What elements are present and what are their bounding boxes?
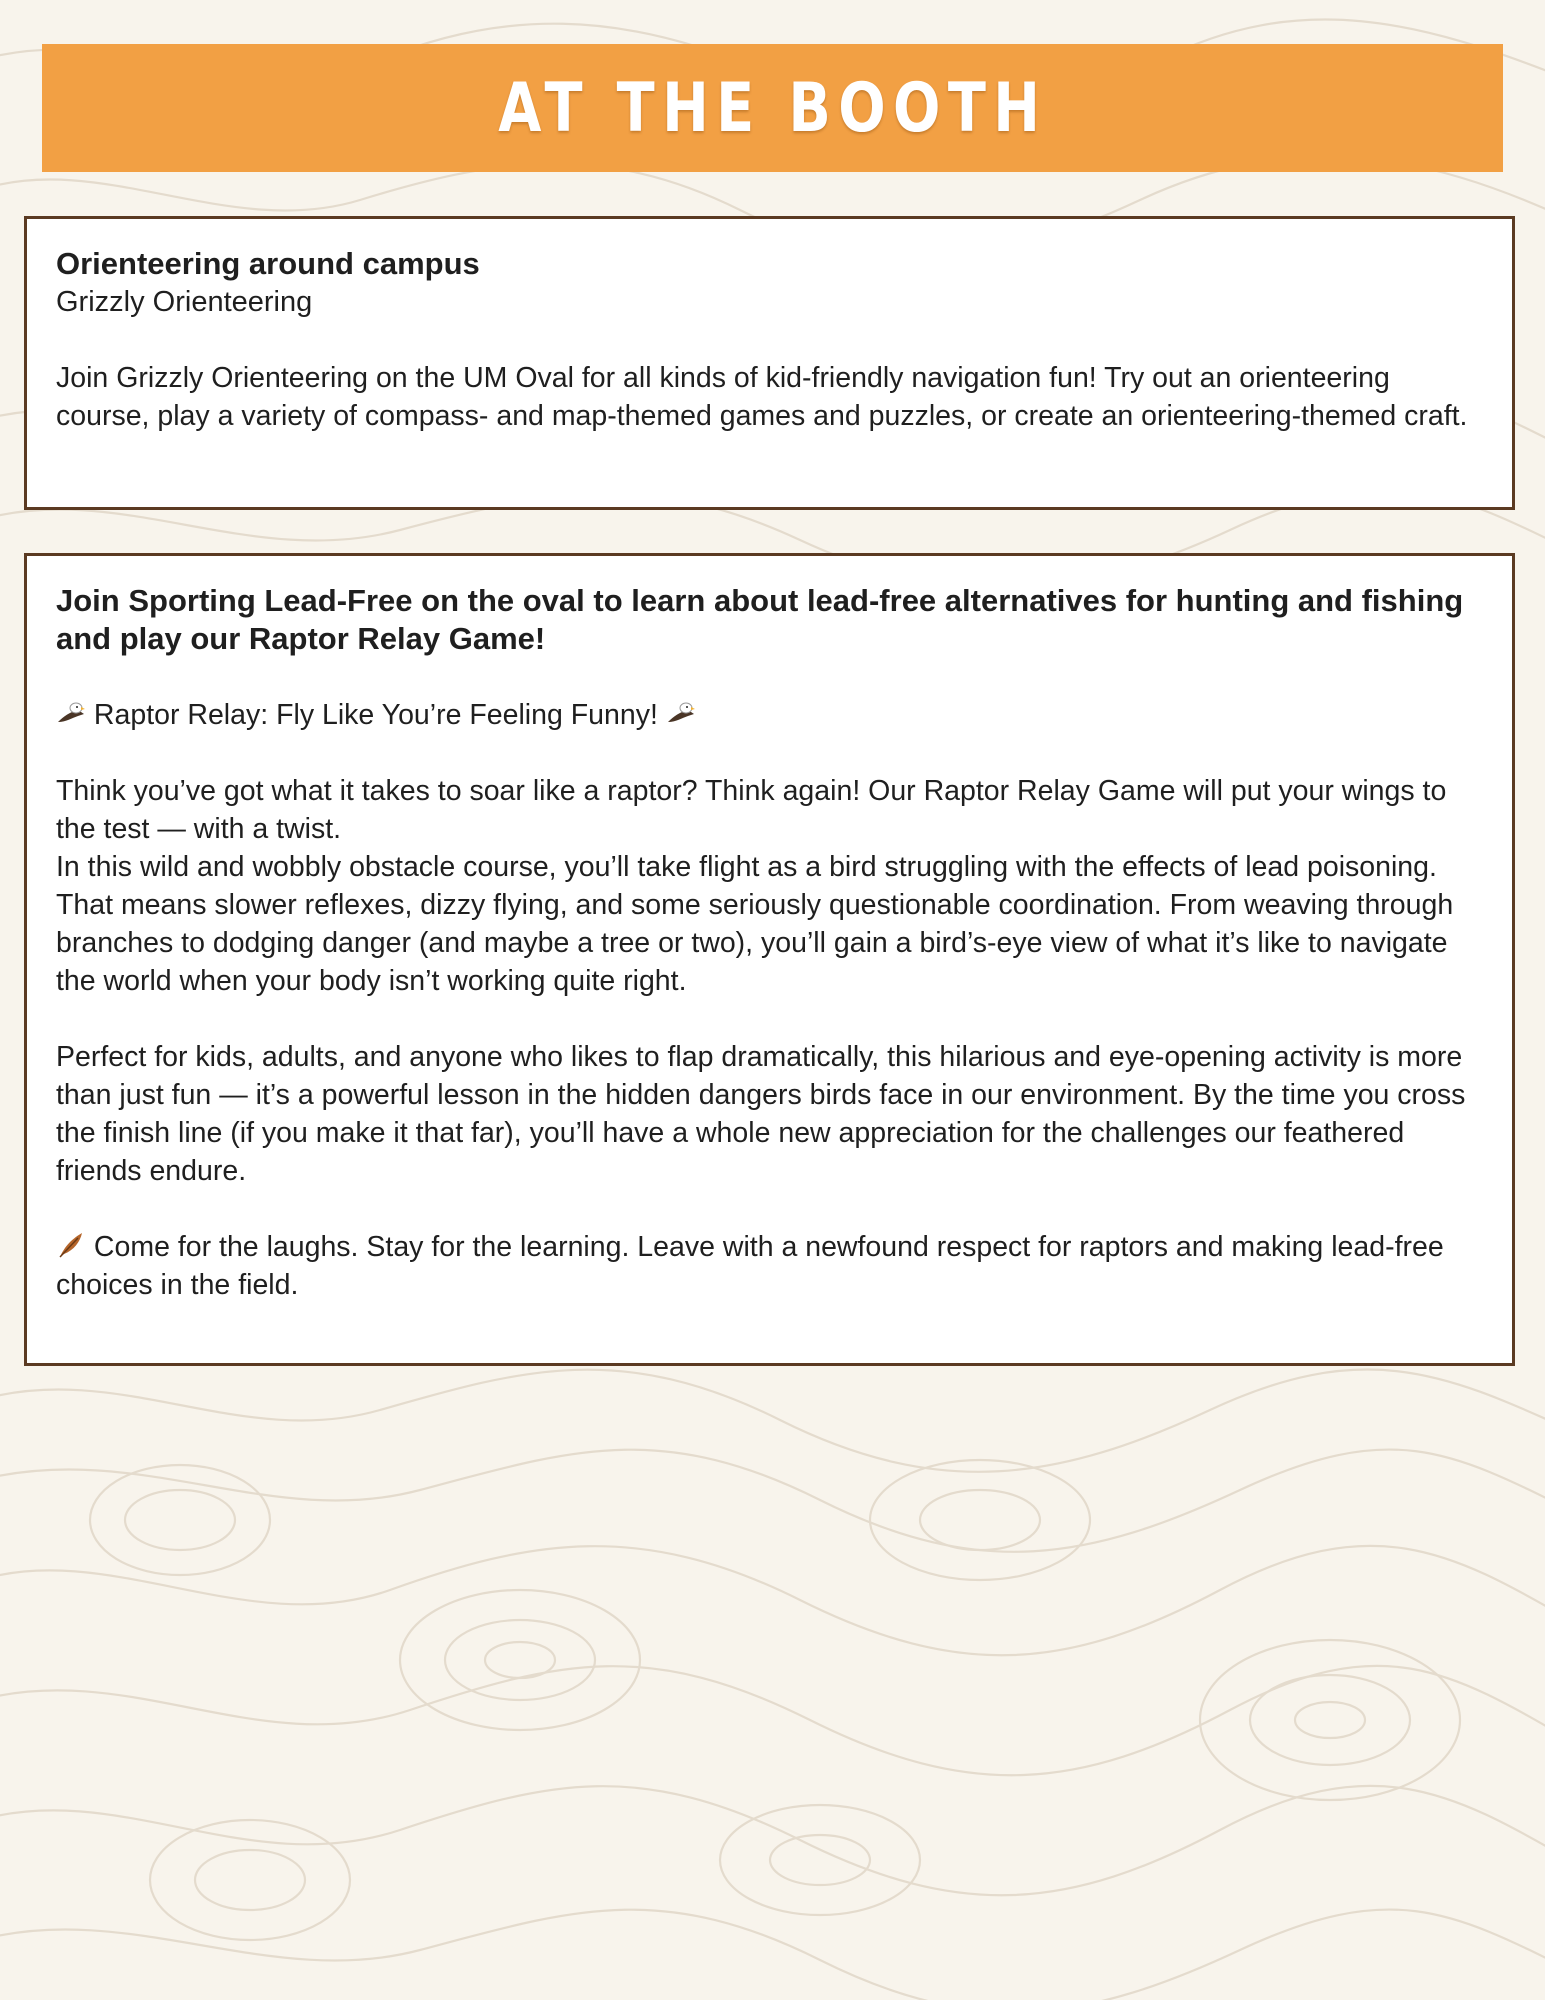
card-title: Orienteering around campus xyxy=(56,246,480,281)
tagline-line xyxy=(56,696,1483,734)
event-card-sporting-lead-free xyxy=(24,553,1515,1366)
paragraph-obstacle-course: In this wild and wobbly obstacle course, you’ll take flight as a bird struggling with the effects of lead poisoning. That means slower reflexes, dizzy flying, and some seriously questionable coordination. From weaving through branches to dodging danger (and maybe a tree or two), you’ll gain a bird’s-eye view of what it’s like to navigate the world when your body isn’t working quite right. xyxy=(56,851,1454,997)
closing-text: Come for the laughs. Stay for the learning. Leave with a newfound respect for raptors and making lead-free choices in the field. xyxy=(56,1231,1444,1301)
tagline-text: Raptor Relay: Fly Like You’re Feeling Funny! xyxy=(86,699,666,731)
feather-icon xyxy=(56,1230,86,1260)
eagle-icon xyxy=(56,698,86,728)
paragraph-audience: Perfect for kids, adults, and anyone who likes to flap dramatically, this hilarious and eye-opening activity is more than just fun — it’s a powerful lesson in the hidden dangers birds face in our environment. By the time you cross the finish line (if you make it that far), you’ll have a whole new appreciation for the challenges our feathered friends endure. xyxy=(56,1041,1466,1187)
card-description: Join Grizzly Orienteering on the UM Oval for all kinds of kid-friendly navigation fun! Try out an orienteering course, play a variety of compass- and map-themed games and puzzles, or create an orienteering-themed craft. xyxy=(56,362,1468,432)
page-title: AT THE BOOTH xyxy=(497,68,1048,148)
card-title: Join Sporting Lead-Free on the oval to learn about lead-free alternatives for hunting and fishing and play our Raptor Relay Game! xyxy=(56,583,1464,656)
card-subtitle: Grizzly Orienteering xyxy=(56,286,313,318)
header-banner xyxy=(42,44,1503,172)
paragraph-intro: Think you’ve got what it takes to soar like a raptor? Think again! Our Raptor Relay Game will put your wings to the test — with a twist. xyxy=(56,775,1447,845)
closing-line xyxy=(56,1228,1483,1304)
event-card-orienteering xyxy=(24,216,1515,510)
eagle-icon xyxy=(666,698,696,728)
